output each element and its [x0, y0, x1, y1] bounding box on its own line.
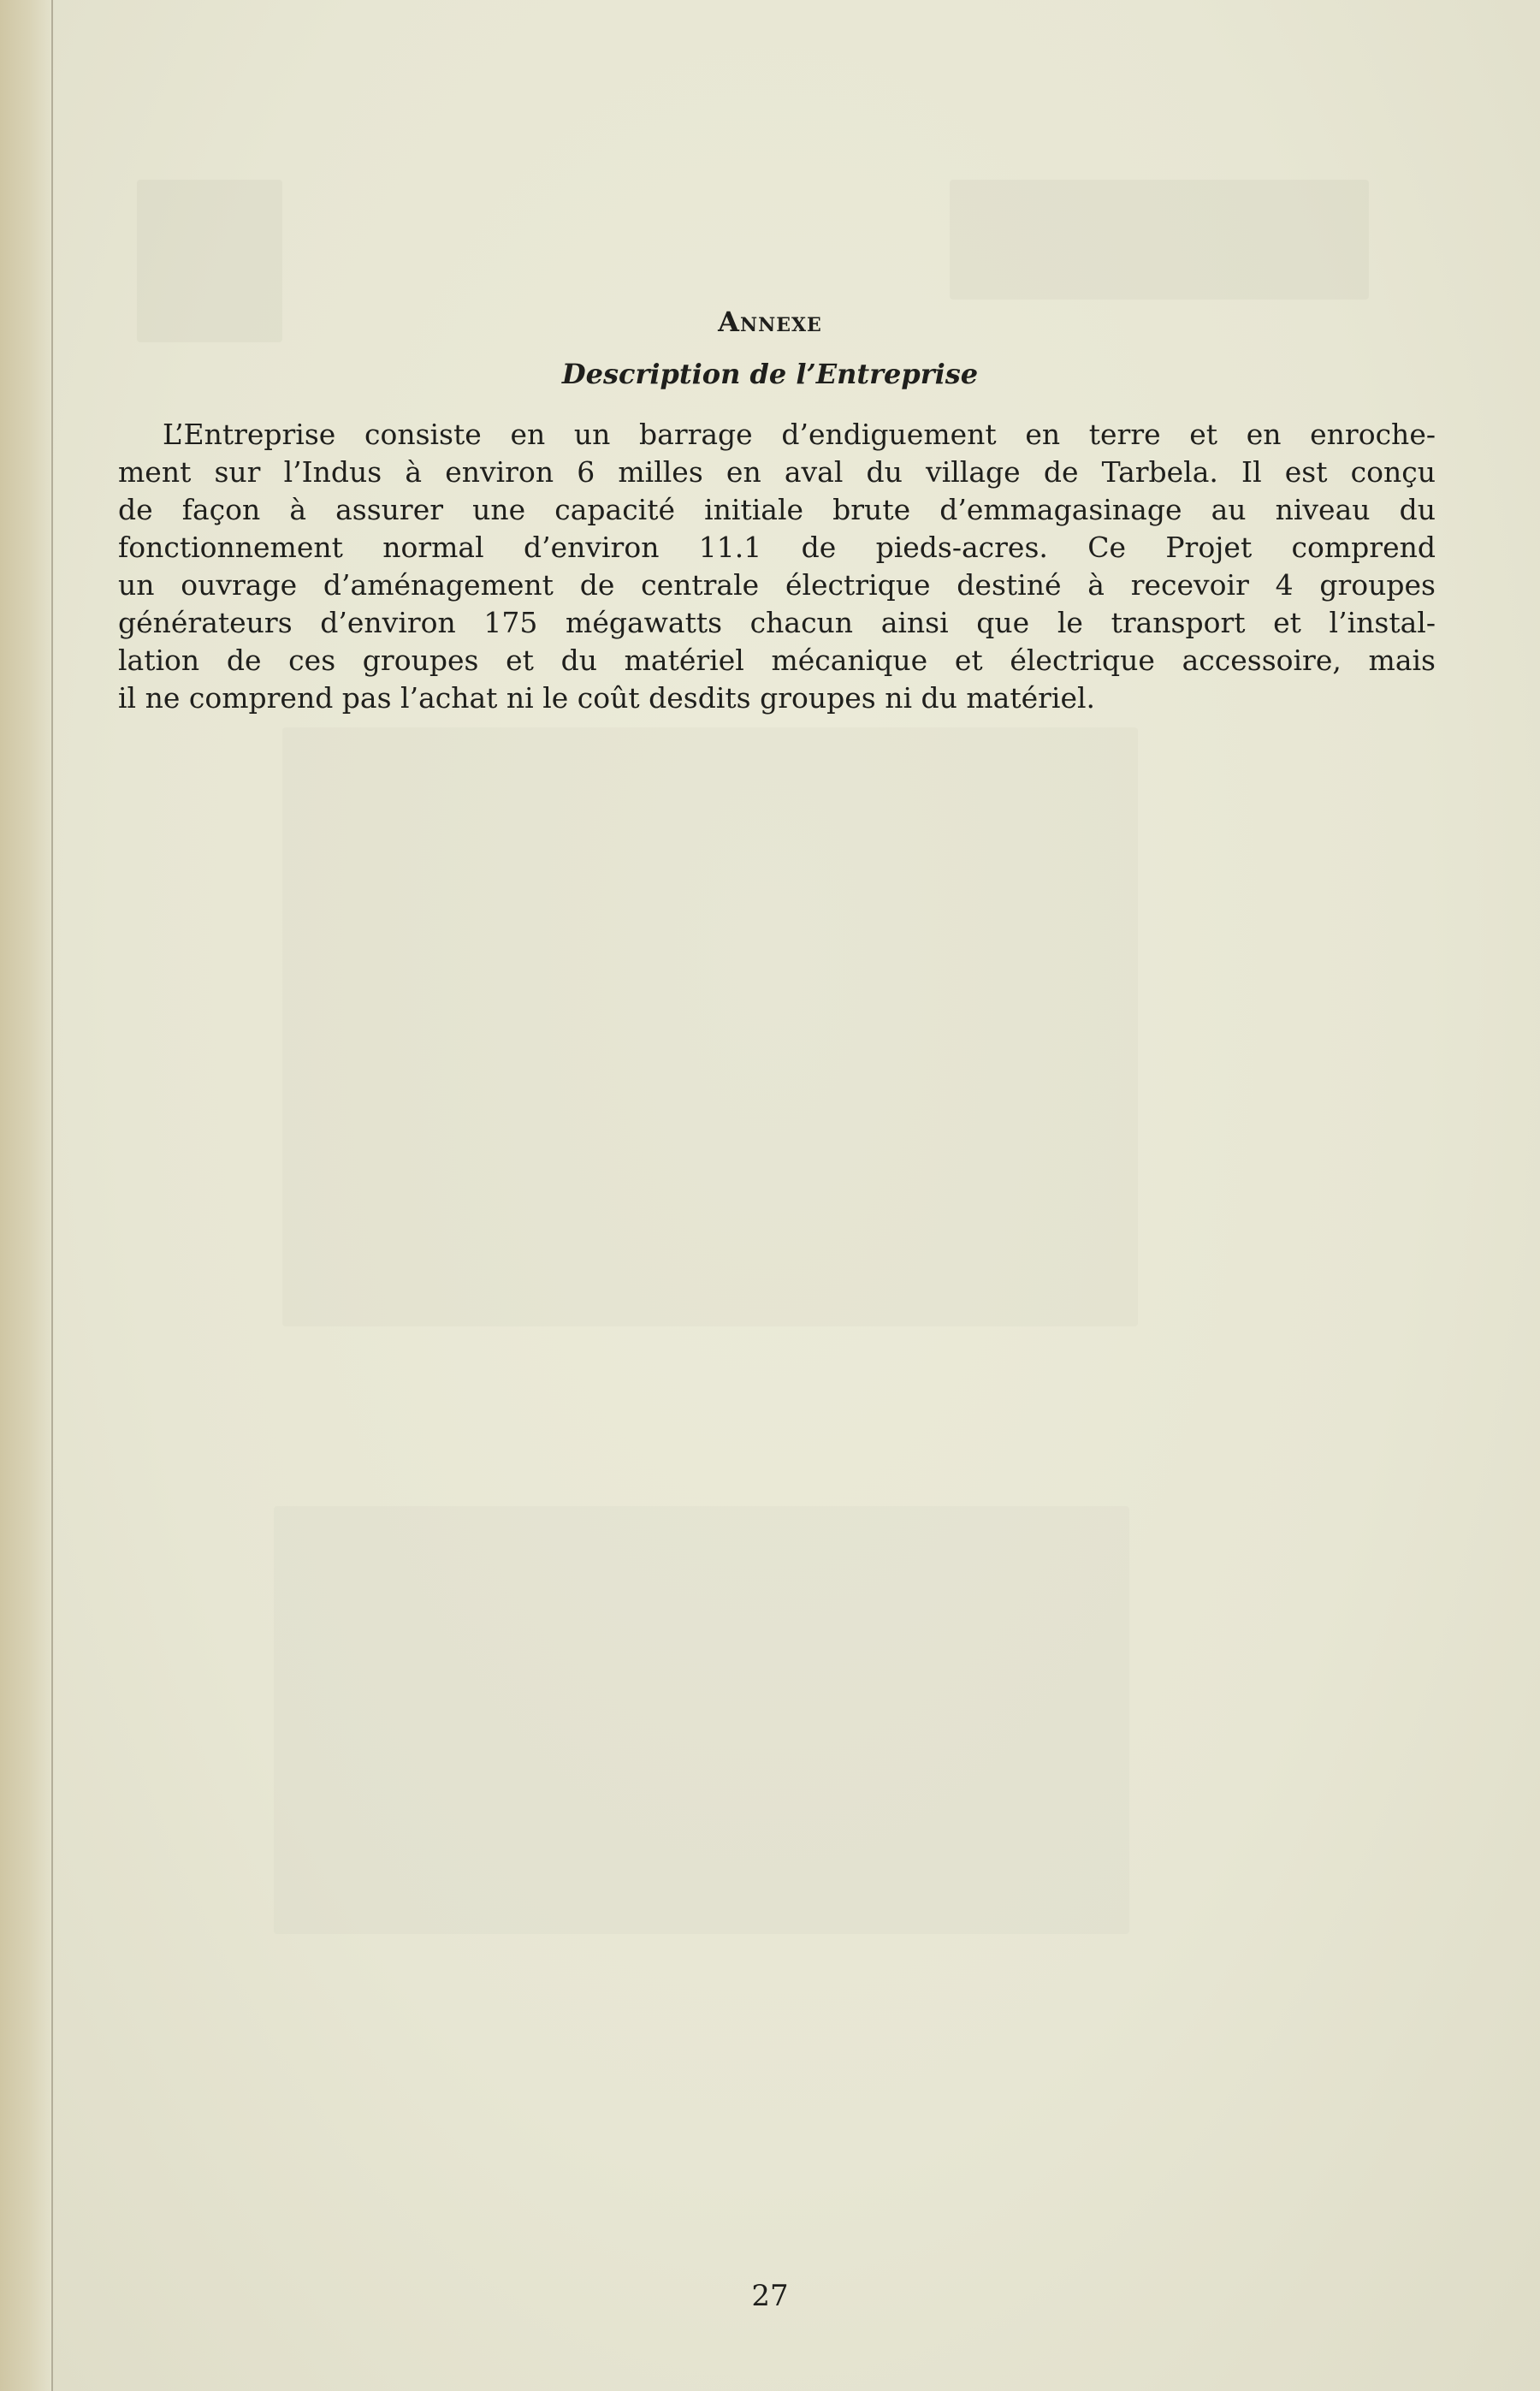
- annex-heading: Annexe: [718, 306, 822, 338]
- description-paragraph: [118, 416, 1436, 717]
- paragraph-line: un ouvrage d’aménagement de centrale électrique destiné à recevoir 4 groupes: [118, 568, 1436, 602]
- bleed-through-text-block: [282, 727, 1138, 1326]
- bleed-through-lower-block: [274, 1506, 1129, 1934]
- paragraph-line: lation de ces groupes et du matériel mécanique et électrique accessoire, mais: [118, 644, 1436, 677]
- paragraph-line: de façon à assurer une capacité initiale brute d’emmagasinage au niveau du: [118, 493, 1436, 526]
- paragraph-line: fonctionnement normal d’environ 11.1 de pieds-acres. Ce Projet comprend: [118, 531, 1436, 564]
- annex-subheading: Description de l’Entreprise: [561, 358, 979, 390]
- bleed-through-title-block: [950, 180, 1369, 300]
- paragraph-line: générateurs d’environ 175 mégawatts chacun ainsi que le transport et l’instal-: [118, 606, 1436, 639]
- paragraph-line: L’Entreprise consiste en un barrage d’endiguement en terre et en enroche-: [163, 418, 1436, 451]
- page-number: 27: [751, 2279, 789, 2313]
- paragraph-line: il ne comprend pas l’achat ni le coût desdits groupes ni du matériel.: [118, 681, 1096, 715]
- paragraph-line: ment sur l’Indus à environ 6 milles en aval du village de Tarbela. Il est conçu: [118, 455, 1436, 489]
